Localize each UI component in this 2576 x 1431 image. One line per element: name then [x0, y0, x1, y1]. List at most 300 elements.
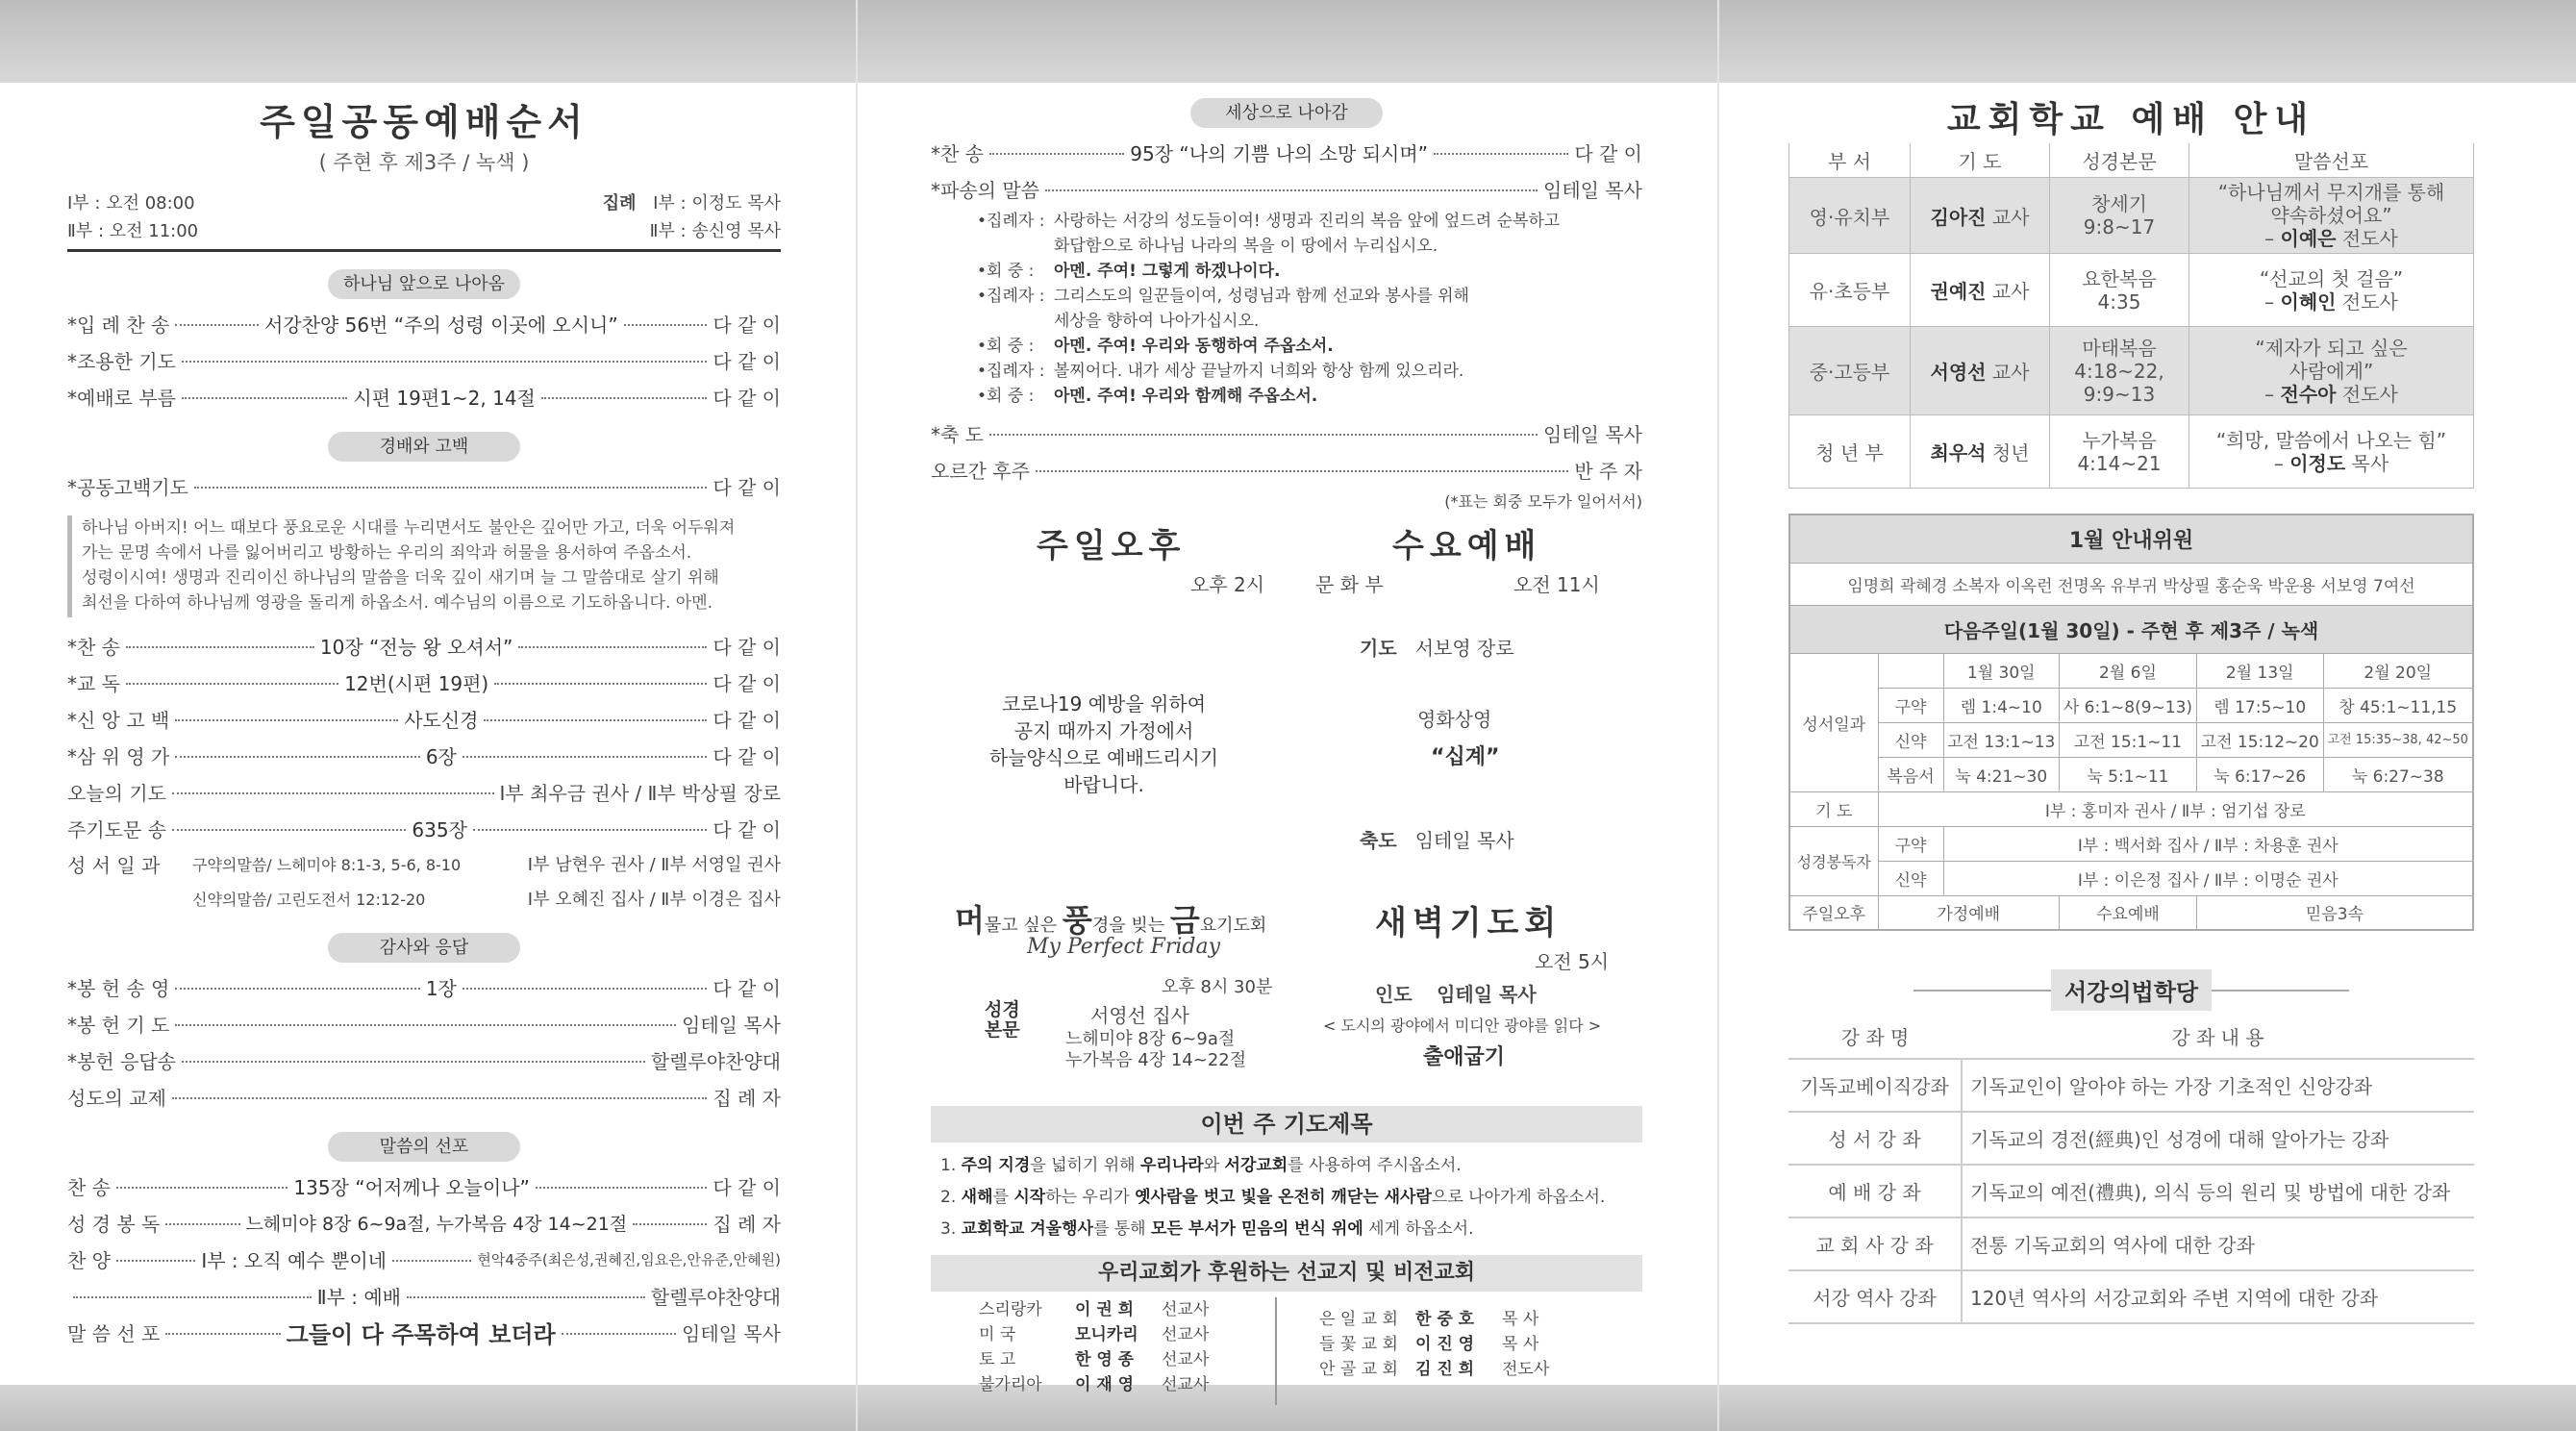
reading-line — [977, 211, 1642, 232]
row-label: 기 도 — [1789, 791, 1878, 826]
course-head: 강 좌 명 — [1788, 1015, 1962, 1059]
lect-row — [1789, 688, 2473, 722]
section-pill: 세상으로 나아감 — [1190, 98, 1383, 128]
notice-line: 하늘양식으로 예배드리시기 — [988, 746, 1219, 769]
dawn-lead-label: 인도 — [1375, 983, 1413, 1006]
leader-1: Ⅰ부 : 이정도 목사 — [653, 193, 781, 213]
course-desc: 기독교의 예전(禮典), 의식 등의 원리 및 방법에 대한 강좌 — [1962, 1165, 2474, 1218]
dot-leader — [175, 988, 419, 990]
dawn-subtitle: < 도시의 광야에서 미디안 광야를 읽다 > — [1323, 1017, 1602, 1035]
date-cell: 2월 20일 — [2323, 653, 2473, 688]
dot-leader — [562, 1333, 676, 1335]
notice-line: 공지 때까지 가정에서 — [1013, 719, 1194, 742]
order-row — [67, 773, 781, 810]
order-person: 임테일 목사 — [682, 1013, 781, 1037]
section-pill: 하나님 앞으로 나아옴 — [328, 269, 520, 299]
blank-cell — [1878, 653, 1943, 688]
reading-role: •집례자 : — [977, 362, 1045, 381]
worship-order-panel — [67, 83, 781, 1385]
verse-cell — [2050, 178, 2189, 254]
sermon-speaker: 이정도 — [2289, 451, 2346, 475]
sermon-line: 약속하셨어요” — [2270, 204, 2392, 227]
friday-scripture-label: 성경 본문 — [985, 999, 1020, 1041]
dot-leader — [172, 829, 406, 831]
course-name: 서강 역사 강좌 — [1788, 1270, 1962, 1323]
reading-text: 세상을 향하여 나아가십시오. — [1054, 312, 1260, 331]
dot-leader — [407, 1296, 645, 1298]
dot-leader — [182, 1061, 645, 1063]
dot-leader — [175, 1024, 676, 1026]
course-row — [1788, 1270, 2474, 1323]
sermon-cell: “하나님께서 무지개를 통해 약속하셨어요” – 이예은 전도사 — [2189, 178, 2474, 254]
reading-text: 사랑하는 서강의 성도들이여! 생명과 진리의 복음 앞에 엎드려 순복하고 — [1054, 212, 1561, 231]
top-band — [0, 0, 2576, 83]
topic-number: 1. — [940, 1156, 957, 1175]
mission-role: 선교사 — [1162, 1300, 1210, 1319]
prayer-line: 성령이시여! 생명과 진리이신 하나님의 말씀을 더욱 깊이 새기며 늘 그 말씀대로 살기 위해 — [82, 568, 719, 588]
reading-text: 아멘. 주여! 그렇게 하겠나이다. — [1054, 262, 1281, 281]
rule — [2212, 990, 2349, 992]
friday-reading: 누가복음 4장 14~22절 — [1065, 1050, 1247, 1070]
verse-line: 4:14~21 — [2077, 451, 2162, 475]
prayer-person: 권예진 — [1930, 280, 1987, 303]
order-label: 오늘의 기도 — [67, 781, 166, 805]
school-row — [1789, 254, 2474, 327]
reading-line — [977, 386, 1642, 407]
committee-title: 1월 안내위원 — [1789, 515, 2473, 563]
sunday-pm-place: 문 화 부 — [1315, 573, 1384, 596]
order-row — [67, 467, 781, 504]
lect-label: 성서일과 — [1789, 653, 1878, 791]
sermon-speaker-title: 목사 — [2351, 451, 2389, 475]
course-row — [1788, 1112, 2474, 1165]
mission-person: 이 재 영 — [1075, 1375, 1135, 1394]
missions-column — [1277, 1297, 1642, 1405]
order-content: 6장 — [425, 744, 457, 768]
order-person: Ⅰ부 최우금 권사 / Ⅱ부 박상필 장로 — [499, 781, 781, 805]
dot-leader — [126, 646, 314, 648]
row-label: 성경봉독자 — [1789, 826, 1878, 895]
lect-cell: 눅 6:17~26 — [2196, 757, 2323, 791]
verse-cell — [2050, 254, 2189, 327]
topic-key: 옛사람을 벗고 빛을 온전히 깨닫는 새사람 — [1135, 1188, 1432, 1207]
dept-cell: 영·유치부 — [1789, 178, 1911, 254]
order-label: *찬 송 — [67, 635, 120, 659]
order-row — [67, 378, 781, 414]
course-row — [1788, 1165, 2474, 1218]
mission-place: 미 국 — [979, 1325, 1016, 1344]
mission-person: 모니카리 — [1075, 1325, 1138, 1344]
prayer-topic — [931, 1214, 1642, 1245]
prayer-topic — [931, 1150, 1642, 1182]
dot-leader — [989, 434, 1538, 436]
lect-kind: 구약 — [1878, 688, 1943, 722]
scripture-row — [67, 846, 781, 881]
prayer-title: 교사 — [1991, 280, 2030, 303]
order-list — [67, 627, 781, 846]
topic-key: 시작 — [1013, 1188, 1046, 1207]
prayer-person: 서영선 — [1930, 361, 1987, 384]
dot-leader — [175, 756, 419, 758]
dot-leader — [392, 1260, 471, 1262]
mission-place: 불가리아 — [979, 1375, 1042, 1394]
dot-leader — [194, 487, 707, 489]
confession-prayer — [67, 515, 781, 617]
dot-leader — [182, 397, 347, 399]
verse-line: 4:18~22, — [2074, 359, 2164, 383]
course-desc: 120년 역사의 서강교회와 주변 지역에 대한 강좌 — [1962, 1270, 2474, 1323]
order-person: 다 같 이 — [713, 386, 781, 410]
order-person: 반 주 자 — [1574, 459, 1642, 483]
order-person: 다 같 이 — [713, 349, 781, 373]
course-desc: 전통 기독교회의 역사에 대한 강좌 — [1962, 1218, 2474, 1270]
order-person: 다 같 이 — [713, 744, 781, 768]
order-label: *봉 헌 송 영 — [67, 976, 170, 1000]
order-label: *봉 헌 기 도 — [67, 1013, 170, 1037]
order-content: 135장 “어저께나 오늘이나” — [293, 1175, 530, 1199]
order-person: 임테일 목사 — [1543, 178, 1642, 202]
sunday-pm-time: 오후 2시 — [1190, 573, 1265, 596]
course-name: 기독교베이직강좌 — [1788, 1059, 1962, 1112]
mission-role: 선교사 — [1162, 1325, 1210, 1344]
prayer-person: 최우석 — [1930, 441, 1987, 464]
course-row — [1788, 1218, 2474, 1270]
reading-line — [977, 311, 1642, 332]
dot-leader — [494, 683, 707, 685]
school-row — [1789, 415, 2474, 489]
dawn-time: 오전 5시 — [1535, 950, 1610, 973]
mission-place: 안 골 교 회 — [1319, 1360, 1398, 1379]
friday-title-sub: 경을 빚는 — [1091, 916, 1170, 936]
prayer-topic — [931, 1182, 1642, 1214]
order-row — [67, 700, 781, 737]
sermon-line: “희망, 말씀에서 나오는 힘” — [2215, 428, 2447, 452]
date-cell: 2월 13일 — [2196, 653, 2323, 688]
order-person: 다 같 이 — [713, 817, 781, 841]
prayer-title: 청년 — [1991, 441, 2030, 464]
reader-kind: 구약 — [1878, 826, 1943, 861]
notice-line: 바랍니다. — [1063, 773, 1144, 796]
dot-leader — [541, 397, 707, 399]
fold-line — [1717, 0, 1719, 1431]
reading-line — [977, 336, 1642, 357]
lect-cell: 눅 5:1~11 — [2059, 757, 2196, 791]
order-person: 다 같 이 — [713, 313, 781, 337]
scripture-ot-readers: Ⅰ부 남현우 권사 / Ⅱ부 서영일 권사 — [527, 855, 781, 875]
verse-line: 4:35 — [2097, 289, 2141, 314]
order-person: 다 같 이 — [1574, 141, 1642, 165]
school-head: 부 서 — [1789, 143, 1911, 178]
school-table — [1788, 143, 2474, 489]
sermon-line: “선교의 첫 걸음” — [2259, 266, 2404, 290]
school-head: 성경본문 — [2050, 143, 2189, 178]
row-value: Ⅰ부 : 백서화 집사 / Ⅱ부 : 차용훈 권사 — [1943, 826, 2473, 861]
dot-leader — [172, 1097, 707, 1099]
order-label: *축 도 — [931, 422, 984, 446]
mission-role: 전도사 — [1502, 1360, 1550, 1379]
order-row — [67, 1241, 781, 1277]
dawn-lead-person: 임테일 목사 — [1437, 983, 1537, 1006]
friday-title-sub: 물고 싶은 — [984, 916, 1063, 936]
dot-leader — [463, 756, 707, 758]
topic-key: 주의 지경 — [961, 1156, 1031, 1175]
order-content: 12번(시편 19편) — [344, 671, 489, 695]
order-list — [67, 305, 781, 414]
order-row — [67, 1078, 781, 1115]
lect-cell: 눅 4:21~30 — [1943, 757, 2059, 791]
order-label: 성 서 일 과 — [67, 853, 161, 877]
course-name: 교 회 사 강 좌 — [1788, 1218, 1962, 1270]
topic-key: 서강교회 — [1224, 1156, 1288, 1175]
wednesday-title: 수요예배 — [1392, 527, 1542, 565]
missions-list — [931, 1297, 1642, 1405]
dot-leader — [182, 361, 707, 363]
wed-bless-label: 축도 — [1360, 829, 1397, 852]
sermon-line: 사람에게” — [2288, 359, 2374, 383]
dot-leader — [989, 153, 1124, 155]
friday-reading: 느헤미야 8장 6~9a절 — [1065, 1029, 1236, 1049]
mission-role: 목 사 — [1502, 1335, 1539, 1354]
order-label: 찬 양 — [67, 1248, 111, 1272]
prayer-topics — [931, 1150, 1642, 1245]
order-label: *입 례 찬 송 — [67, 313, 170, 337]
prayer-line: 가는 문명 속에서 나를 잃어버리고 방황하는 우리의 죄악과 허물을 용서하여 주옵소서. — [82, 543, 692, 563]
mission-person: 한 중 호 — [1415, 1310, 1475, 1329]
dept-cell: 중·고등부 — [1789, 327, 1911, 415]
order-label: *봉헌 응답송 — [67, 1049, 176, 1073]
topic-text: 를 통해 — [1092, 1219, 1152, 1239]
order-row — [67, 1204, 781, 1241]
course-head-row — [1788, 1015, 2474, 1059]
reading-text: 그리스도의 일꾼들이여, 성령님과 함께 선교와 봉사를 위해 — [1054, 287, 1469, 306]
order-list — [931, 134, 1642, 207]
order-person: 현악4중주(최은성,권혜진,임요은,안유준,안혜원) — [477, 1250, 781, 1268]
section-pill: 말씀의 선포 — [328, 1132, 520, 1162]
topic-key: 새해 — [961, 1188, 993, 1207]
reading-role: •회 중 : — [977, 337, 1035, 356]
topic-number: 3. — [940, 1219, 957, 1239]
course-head: 강 좌 내 용 — [1962, 1015, 2474, 1059]
leader-2: Ⅱ부 : 송신영 목사 — [649, 221, 781, 241]
dot-leader — [1434, 153, 1568, 155]
order-row — [67, 664, 781, 700]
dot-leader — [116, 1187, 288, 1189]
friday-speaker: 서영선 집사 — [1090, 1004, 1189, 1027]
verse-line: 누가복음 — [2082, 428, 2157, 452]
order-row — [67, 968, 781, 1005]
section-pill: 감사와 응답 — [328, 933, 520, 963]
lect-cell: 고전 15:1~11 — [2059, 722, 2196, 757]
lect-cell: 사 6:1~8(9~13) — [2059, 688, 2196, 722]
verse-line: 창세기 — [2091, 192, 2147, 215]
friday-title-sub: 요기도회 — [1199, 916, 1267, 936]
topic-key: 모든 부서가 믿음의 번식 위에 — [1151, 1219, 1363, 1239]
school-row — [1789, 327, 2474, 415]
sunday-pm-title: 주일오후 — [1037, 527, 1187, 565]
course-desc: 기독교인이 알아야 하는 가장 기초적인 신앙강좌 — [1962, 1059, 2474, 1112]
lect-row — [1789, 722, 2473, 757]
order-row — [931, 414, 1642, 451]
order-person: 할렐루야찬양대 — [650, 1049, 781, 1073]
service-time-1: Ⅰ부 : 오전 08:00 — [67, 193, 195, 213]
lect-cell: 눅 6:27~38 — [2323, 757, 2473, 791]
order-label: 성도의 교제 — [67, 1086, 166, 1110]
row-value: Ⅰ부 : 이은정 집사 / Ⅱ부 : 이명순 권사 — [1943, 861, 2473, 895]
section-pill: 경배와 고백 — [328, 432, 520, 462]
reader-kind: 신약 — [1878, 861, 1943, 895]
order-row — [67, 1277, 781, 1314]
reading-role: •회 중 : — [977, 387, 1035, 406]
wed-pray-person: 서보영 장로 — [1414, 637, 1514, 660]
reading-text: 아멘. 주여! 우리와 동행하여 주옵소서. — [1054, 337, 1334, 356]
topic-text: 을 넓히기 위해 — [1030, 1156, 1140, 1175]
school2-header — [1788, 969, 2474, 1011]
dot-leader — [633, 1223, 707, 1225]
order-content: 서강찬양 56번 “주의 성령 이곳에 오시니” — [263, 313, 618, 337]
next-sunday: 다음주일(1월 30일) - 주현 후 제3주 / 녹색 — [1789, 605, 2473, 653]
scripture-ot: 구약의말씀/ 느헤미야 8:1-3, 5-6, 8-10 — [192, 855, 462, 874]
reading-line — [977, 236, 1642, 257]
wed-pray-label: 기도 — [1360, 637, 1397, 660]
guide-table — [1788, 514, 2474, 931]
sunday-pm-notice — [969, 690, 1238, 798]
dot-leader — [463, 988, 707, 990]
order-label: 오르간 후주 — [931, 459, 1030, 483]
dot-leader — [1045, 189, 1538, 191]
friday-title-char: 풍 — [1062, 902, 1092, 939]
friday-time: 오후 8시 30분 — [1162, 977, 1273, 997]
lect-cell: 렘 17:5~10 — [2196, 688, 2323, 722]
order-person: 다 같 이 — [713, 671, 781, 695]
header-rule — [67, 249, 781, 252]
prayer-title: 교사 — [1991, 361, 2030, 384]
order-content: 635장 — [412, 817, 467, 841]
verse-cell — [2050, 415, 2189, 489]
course-table — [1788, 1015, 2474, 1324]
school-head: 말씀선포 — [2189, 143, 2474, 178]
mission-role: 목 사 — [1502, 1310, 1539, 1329]
lect-kind: 신약 — [1878, 722, 1943, 757]
verse-line: 요한복음 — [2082, 266, 2157, 290]
sermon-speaker-title: 전도사 — [2341, 227, 2398, 250]
sermon-speaker: 전수아 — [2280, 382, 2337, 406]
mission-entry — [979, 1372, 1275, 1397]
services-block — [931, 512, 1642, 896]
fold-line — [856, 0, 858, 1431]
order-label: 찬 송 — [67, 1175, 111, 1199]
school-row — [1789, 178, 2474, 254]
dot-leader — [165, 1223, 239, 1225]
order-person: 다 같 이 — [713, 976, 781, 1000]
lect-cell: 고전 15:35~38, 42~50 — [2323, 722, 2473, 757]
order-person: 임테일 목사 — [682, 1321, 782, 1345]
order-content: 95장 “나의 기쁨 나의 소망 되시며” — [1130, 141, 1429, 165]
dept-cell: 청 년 부 — [1789, 415, 1911, 489]
scripture-row — [67, 881, 781, 916]
dot-leader — [116, 1260, 195, 1262]
order-person: 다 같 이 — [713, 635, 782, 659]
topic-text: 으로 나아가게 하옵소서. — [1431, 1188, 1606, 1207]
order-row — [67, 341, 781, 378]
scripture-nt: 신약의말씀/ 고린도전서 12:12-20 — [192, 890, 426, 909]
topic-key: 우리나라 — [1140, 1156, 1204, 1175]
reading-role: •집례자 : — [977, 287, 1045, 306]
wed-movie-label: 영화상영 — [1417, 708, 1492, 731]
mission-place: 토 고 — [979, 1350, 1016, 1369]
sermon-speaker-title: 전도사 — [2341, 289, 2398, 314]
sermon-cell: “희망, 말씀에서 나오는 힘” – 이정도 목사 — [2189, 415, 2474, 489]
sermon-speaker: 이예은 — [2280, 227, 2337, 250]
sermon-cell: “제자가 되고 싶은 사람에게” – 전수아 전도사 — [2189, 327, 2474, 415]
verse-line: 마태복음 — [2082, 336, 2157, 360]
dot-leader — [624, 324, 708, 326]
service-time-2: Ⅱ부 : 오전 11:00 — [67, 221, 199, 241]
topic-text: 를 — [992, 1188, 1014, 1207]
prayer-title: 교사 — [1991, 205, 2030, 229]
order-content: 1장 — [425, 976, 457, 1000]
lect-kind: 복음서 — [1878, 757, 1943, 791]
page-subtitle: ( 주현 후 제3주 / 녹색 ) — [318, 151, 530, 174]
mission-entry — [979, 1297, 1275, 1322]
lect-cell: 고전 13:1~13 — [1943, 722, 2059, 757]
order-row — [931, 134, 1642, 170]
order-person: 집 례 자 — [713, 1212, 782, 1236]
order-row — [931, 170, 1642, 207]
dot-leader — [175, 324, 259, 326]
mission-entry — [1319, 1307, 1642, 1332]
mission-entry — [1319, 1332, 1642, 1357]
sermon-speaker: 이혜인 — [2280, 289, 2337, 314]
row-label: 수요예배 — [2059, 895, 2196, 930]
dawn-topic: 출애굽기 — [1423, 1045, 1506, 1069]
friday-title-char: 머 — [955, 902, 985, 939]
order-content: 사도신경 — [404, 708, 479, 732]
verse-line: 9:8~17 — [2083, 215, 2156, 238]
sermon-speaker-title: 전도사 — [2341, 382, 2398, 406]
notice-line: 코로나19 예방을 위하여 — [1001, 692, 1207, 716]
order-content: 느헤미야 8장 6~9a절, 누가복음 4장 14~21절 — [245, 1213, 628, 1235]
scripture-nt-readers: Ⅰ부 오혜진 집사 / Ⅱ부 이경은 집사 — [527, 890, 781, 910]
order-row — [67, 737, 781, 773]
school-title: 교회학교 예배 안내 — [1946, 100, 2316, 139]
order-label: 성 경 봉 독 — [67, 1212, 161, 1236]
date-cell: 1월 30일 — [1943, 653, 2059, 688]
school-head: 기 도 — [1911, 143, 2050, 178]
lect-cell: 렘 1:4~10 — [1943, 688, 2059, 722]
topic-text: 와 — [1203, 1156, 1225, 1175]
service-header — [67, 189, 781, 245]
mission-person: 이 진 영 — [1415, 1335, 1475, 1354]
dot-leader — [165, 1333, 280, 1335]
dot-leader — [518, 646, 707, 648]
reader-row — [1789, 861, 2473, 895]
dawn-title: 새벽기도회 — [1375, 904, 1563, 942]
mission-person: 김 진 희 — [1415, 1360, 1475, 1379]
mission-person: 이 권 희 — [1075, 1300, 1135, 1319]
prayer-cell — [1911, 254, 2050, 327]
order-row — [67, 810, 781, 846]
dot-leader — [484, 719, 707, 721]
missions-title: 우리교회가 후원하는 선교지 및 비전교회 — [931, 1255, 1642, 1292]
friday-dawn-block — [931, 896, 1642, 1106]
topic-text: 를 사용하여 주시옵소서. — [1288, 1156, 1462, 1175]
course-row — [1788, 1059, 2474, 1112]
dot-leader — [1036, 470, 1568, 472]
order-content: 10장 “전능 왕 오셔서” — [319, 635, 513, 659]
order-label: 말 씀 선 포 — [67, 1321, 161, 1345]
mission-place: 스리랑카 — [979, 1300, 1042, 1319]
order-label: *찬 송 — [931, 141, 984, 165]
